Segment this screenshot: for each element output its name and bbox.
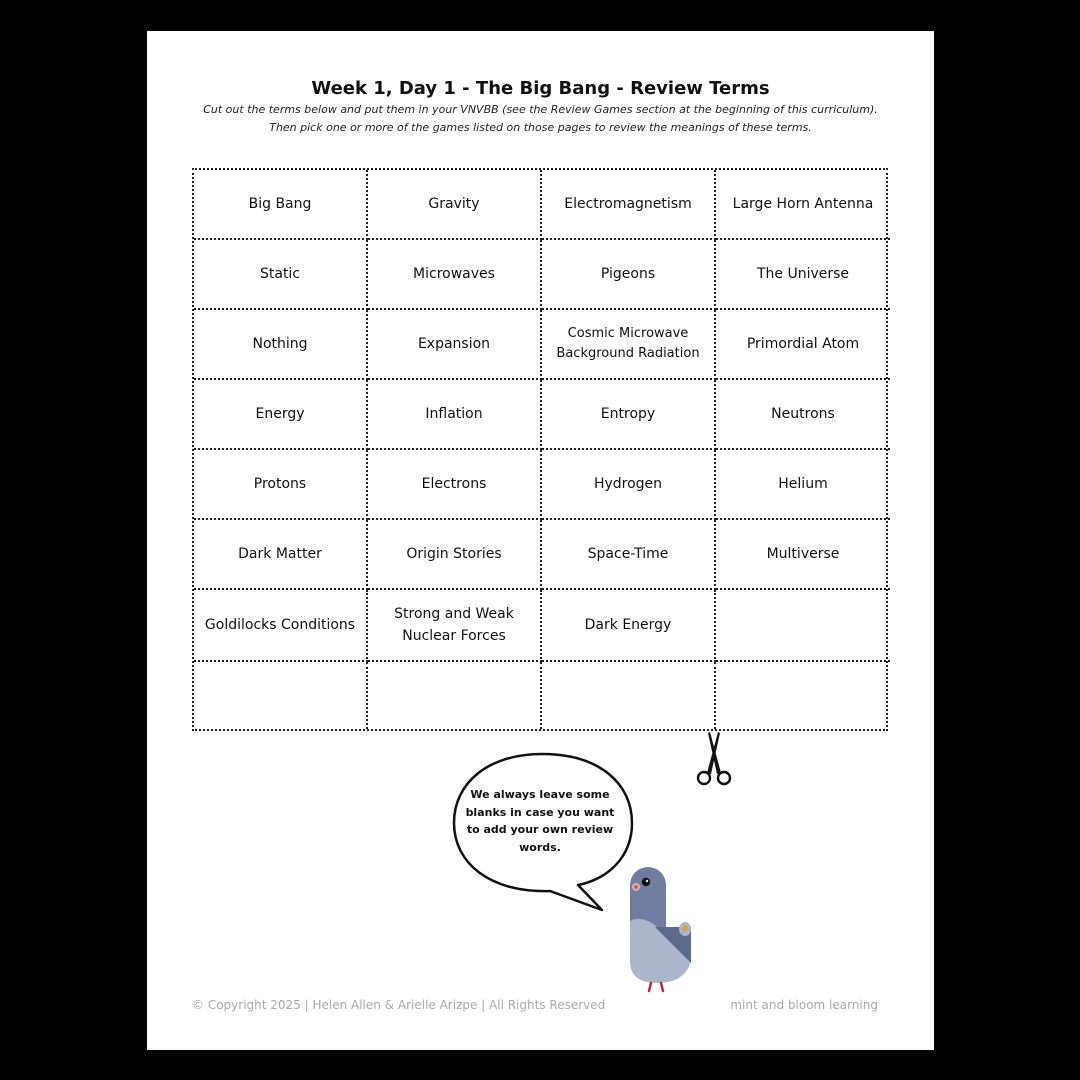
term-card: Space-Time [542,520,716,590]
blank-term-card [716,590,890,662]
scissors-icon [694,730,734,788]
term-card: Cosmic Microwave Background Radiation [542,310,716,380]
term-card: Inflation [368,380,542,450]
term-card: Expansion [368,310,542,380]
term-card: Neutrons [716,380,890,450]
term-card: Goldilocks Conditions [194,590,368,662]
term-card: Static [194,240,368,310]
term-card: Pigeons [542,240,716,310]
term-card: Microwaves [368,240,542,310]
term-card: Protons [194,450,368,520]
term-card: Multiverse [716,520,890,590]
term-card: Large Horn Antenna [716,170,890,240]
blank-term-card [542,662,716,729]
blank-term-card [716,662,890,729]
term-card: Dark Energy [542,590,716,662]
brand-footer: mint and bloom learning [730,998,878,1012]
term-card: Energy [194,380,368,450]
blank-term-card [368,662,542,729]
review-terms-grid [192,168,888,731]
term-card: Origin Stories [368,520,542,590]
page-title: Week 1, Day 1 - The Big Bang - Review Terms [311,78,770,99]
term-card: Dark Matter [194,520,368,590]
term-card: Hydrogen [542,450,716,520]
speech-bubble-text: We always leave some blanks in case you want to add your own review words. [465,788,615,854]
term-card: Big Bang [194,170,368,240]
term-card: Primordial Atom [716,310,890,380]
copyright-footer: © Copyright 2025 | Helen Allen & Arielle Arizpe | All Rights Reserved [192,998,606,1012]
instructions-line-1: Cut out the terms below and put them in your VNVBB (see the Review Games section at the beginning of this curriculum). [203,103,878,116]
pigeon-mascot [627,861,702,993]
worksheet-page [147,31,934,1050]
term-card: Nothing [194,310,368,380]
term-card: Gravity [368,170,542,240]
instructions-line-2: Then pick one or more of the games listed on those pages to review the meanings of these terms. [269,121,812,134]
term-card: Strong and Weak Nuclear Forces [368,590,542,662]
blank-term-card [194,662,368,729]
term-card: The Universe [716,240,890,310]
term-card: Entropy [542,380,716,450]
term-card: Electromagnetism [542,170,716,240]
instructions [147,101,934,137]
term-card: Helium [716,450,890,520]
term-card: Electrons [368,450,542,520]
